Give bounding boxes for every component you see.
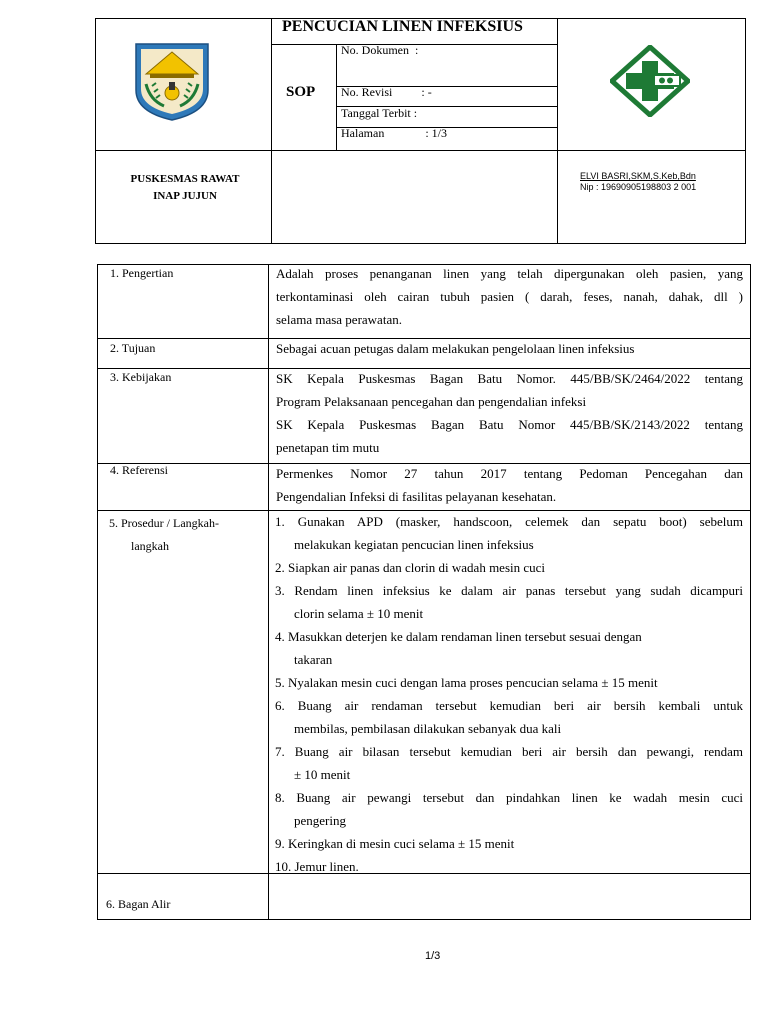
field-halaman: Halaman : 1/3 xyxy=(341,126,447,140)
section-content-kebijakan: SK Kepala Puskesmas Bagan Batu Nomor. 445/BB/SK/2464/2022 tentang Program Pelaksanaan pencegahan dan pengendalian infeksi SK Kepala Puskesmas Bagan Batu Nomor 445/BB/SK/2143/2022 tentang penetapan tim mutu xyxy=(276,371,743,455)
procedure-step: 10. Jemur linen. xyxy=(275,859,359,874)
document-title: PENCUCIAN LINEN INFEKSIUS xyxy=(282,18,523,35)
field-no-dokumen: No. Dokumen : xyxy=(341,43,419,57)
section-label-kebijakan: 3. Kebijakan xyxy=(110,370,172,384)
section-label-pengertian: 1. Pengertian xyxy=(110,266,174,280)
procedure-step: 2. Siapkan air panas dan clorin di wadah mesin cuci xyxy=(275,560,546,575)
procedure-step: 6. Buang air rendaman tersebut kemudian beri air bersih kembali untuk membilas, pembilasan dilakukan sebanyak dua kali xyxy=(275,698,743,736)
section-label-referensi: 4. Referensi xyxy=(110,463,168,477)
organization-name: PUSKESMAS RAWAT INAP JUJUN xyxy=(130,173,240,202)
signatory-name: ELVI BASRI,SKM,S.Keb,Bdn xyxy=(580,171,696,181)
field-tanggal-terbit: Tanggal Terbit : xyxy=(341,106,418,120)
puskesmas-cross-icon xyxy=(610,45,690,117)
section-content-pengertian: Adalah proses penanganan linen yang telah dipergunakan oleh pasien, yang terkontaminasi oleh cairan tubuh pasien ( darah, feses, nanah, dahak, dll ) selama masa perawatan. xyxy=(276,266,743,327)
procedure-step: 1. Gunakan APD (masker, handscoon, celemek dan sepatu boot) sebelum melakukan kegiatan pencucian linen infeksius xyxy=(275,514,743,552)
procedure-step: 8. Buang air pewangi tersebut dan pindahkan linen ke wadah mesin cuci pengering xyxy=(275,790,743,828)
section-content-tujuan: Sebagai acuan petugas dalam melakukan pengelolaan linen infeksius xyxy=(276,341,635,356)
procedure-step: 4. Masukkan deterjen ke dalam rendaman linen tersebut sesuai dengan takaran xyxy=(275,629,642,667)
field-no-revisi: No. Revisi : - xyxy=(341,85,432,99)
procedure-step: 7. Buang air bilasan tersebut kemudian beri air bersih dan pewangi, rendam ± 10 menit xyxy=(275,744,743,782)
regional-emblem-icon xyxy=(130,38,214,122)
section-label-tujuan: 2. Tujuan xyxy=(110,341,156,355)
page-number: 1/3 xyxy=(425,950,441,962)
section-content-referensi: Permenkes Nomor 27 tahun 2017 tentang Pedoman Pencegahan dan Pengendalian Infeksi di fasilitas pelayanan kesehatan. xyxy=(276,466,743,504)
procedure-step: 3. Rendam linen infeksius ke dalam air panas tersebut yang sudah dicampuri clorin selama ± 10 menit xyxy=(275,583,743,621)
section-label-prosedur: 5. Prosedur / Langkah- langkah xyxy=(109,516,219,553)
section-label-bagan-alir: 6. Bagan Alir xyxy=(106,897,171,911)
sop-label: SOP xyxy=(286,84,316,100)
procedure-step: 9. Keringkan di mesin cuci selama ± 15 menit xyxy=(275,836,515,851)
signatory-nip: Nip : 19690905198803 2 001 xyxy=(580,182,697,192)
procedure-step: 5. Nyalakan mesin cuci dengan lama proses pencucian selama ± 15 menit xyxy=(275,675,658,690)
procedure-steps xyxy=(275,510,743,878)
